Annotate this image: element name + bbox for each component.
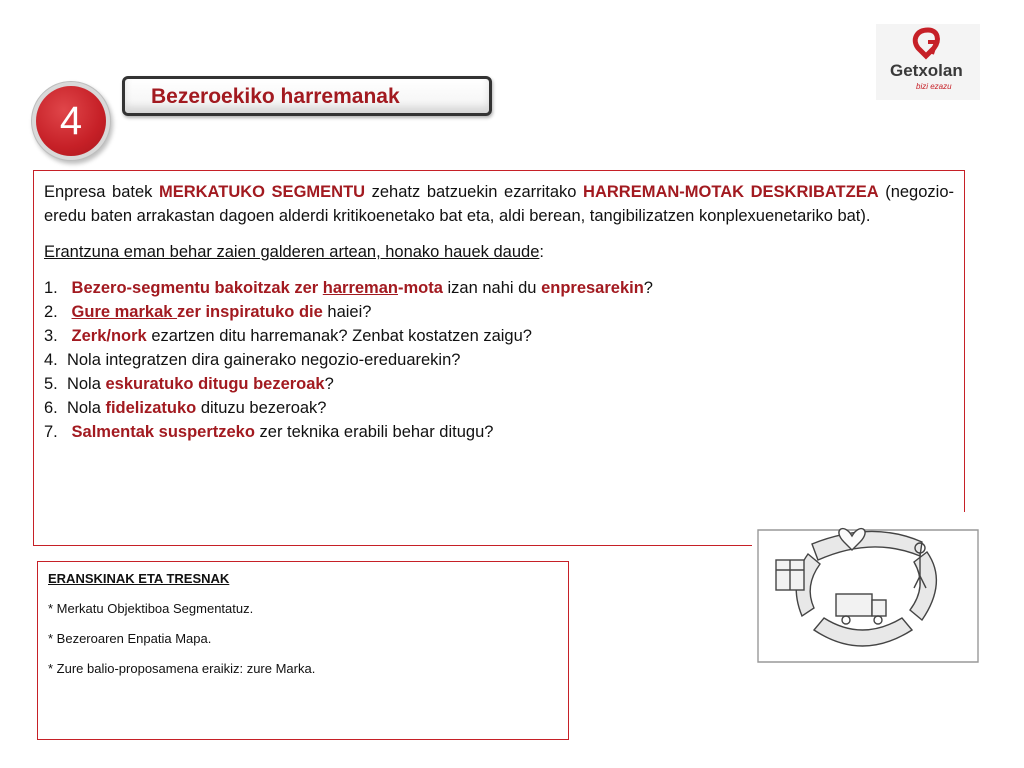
item-text: Nola — [66, 375, 106, 393]
item-text: harreman — [322, 279, 398, 297]
logo-brand: Getxolan — [890, 61, 963, 80]
intro-highlight-relations: HARREMAN-MOTAK DESKRIBATZEA — [583, 183, 879, 201]
item-text: haiei? — [322, 303, 372, 321]
list-item — [44, 300, 954, 324]
list-item — [44, 372, 954, 396]
item-number: 7. — [44, 423, 58, 441]
list-item — [44, 420, 954, 444]
getxolan-logo — [876, 24, 980, 100]
item-text: enpresarekin — [541, 279, 644, 297]
item-text: -mota — [397, 279, 443, 297]
list-item — [44, 396, 954, 420]
list-item — [44, 324, 954, 348]
item-text: izan nahi du — [442, 279, 542, 297]
item-text: eskuratuko ditugu bezeroak — [105, 375, 325, 393]
questions-intro-colon: : — [539, 243, 544, 261]
slide-number: 4 — [59, 98, 83, 143]
item-text: Nola integratzen dira gainerako negozio-ereduarekin? — [66, 351, 461, 369]
intro-highlight-segment: MERKATUKO SEGMENTU — [158, 183, 366, 201]
intro-text: (negozio-eredu baten arrakastan dagoen alderdi kritikoenetako bat eta, aldi berean, tangibilizatzen konplexuenetariko bat). — [44, 183, 954, 225]
item-text: ezartzen ditu harremanak? Zenbat kostatzen zaigu? — [146, 327, 532, 345]
item-text: zer teknika erabili behar ditugu? — [254, 423, 494, 441]
annex-box — [37, 561, 569, 740]
list-item — [44, 276, 954, 300]
list-item — [44, 348, 954, 372]
relationship-diagram-icon — [752, 512, 984, 678]
item-text: ? — [643, 279, 653, 297]
intro-text: zehatz batzuekin ezarritako — [365, 183, 584, 201]
item-text: Salmentak suspertzeko — [71, 423, 255, 441]
item-text: Zerk/nork — [71, 327, 147, 345]
item-text: dituzu bezeroak? — [196, 399, 327, 417]
annex-item: * Merkatu Objektiboa Segmentatuz. — [48, 601, 254, 616]
questions-list — [44, 276, 954, 444]
intro-paragraph — [44, 180, 954, 228]
slide-title: Bezeroekiko harremanak — [151, 85, 400, 108]
item-number: 3. — [44, 327, 58, 345]
item-number: 1. — [44, 279, 58, 297]
item-number: 5. — [44, 375, 58, 393]
logo-tagline: bizi ezazu — [916, 82, 952, 91]
logo-mark-icon — [876, 24, 980, 100]
item-text: zer inspiratuko die — [177, 303, 323, 321]
item-text: Bezero-segmentu bakoitzak zer — [71, 279, 323, 297]
annex-heading: ERANSKINAK ETA TRESNAK — [48, 571, 230, 586]
item-text: Nola — [66, 399, 106, 417]
item-number: 4. — [44, 351, 58, 369]
item-text: ? — [324, 375, 334, 393]
questions-intro — [44, 240, 954, 264]
annex-item: * Bezeroaren Enpatia Mapa. — [48, 631, 212, 646]
item-text: fidelizatuko — [105, 399, 197, 417]
content-box — [33, 170, 965, 546]
annex-item: * Zure balio-proposamena eraikiz: zure Marka. — [48, 661, 316, 676]
customer-relationship-illustration — [752, 512, 984, 678]
item-text: Gure markak — [71, 303, 178, 321]
item-number: 2. — [44, 303, 58, 321]
intro-text: Enpresa batek — [44, 183, 159, 201]
slide-number-badge — [36, 86, 106, 156]
questions-intro-text: Erantzuna eman behar zaien galderen artean, honako hauek daude — [44, 243, 540, 261]
item-number: 6. — [44, 399, 58, 417]
slide-title-box — [122, 76, 492, 116]
